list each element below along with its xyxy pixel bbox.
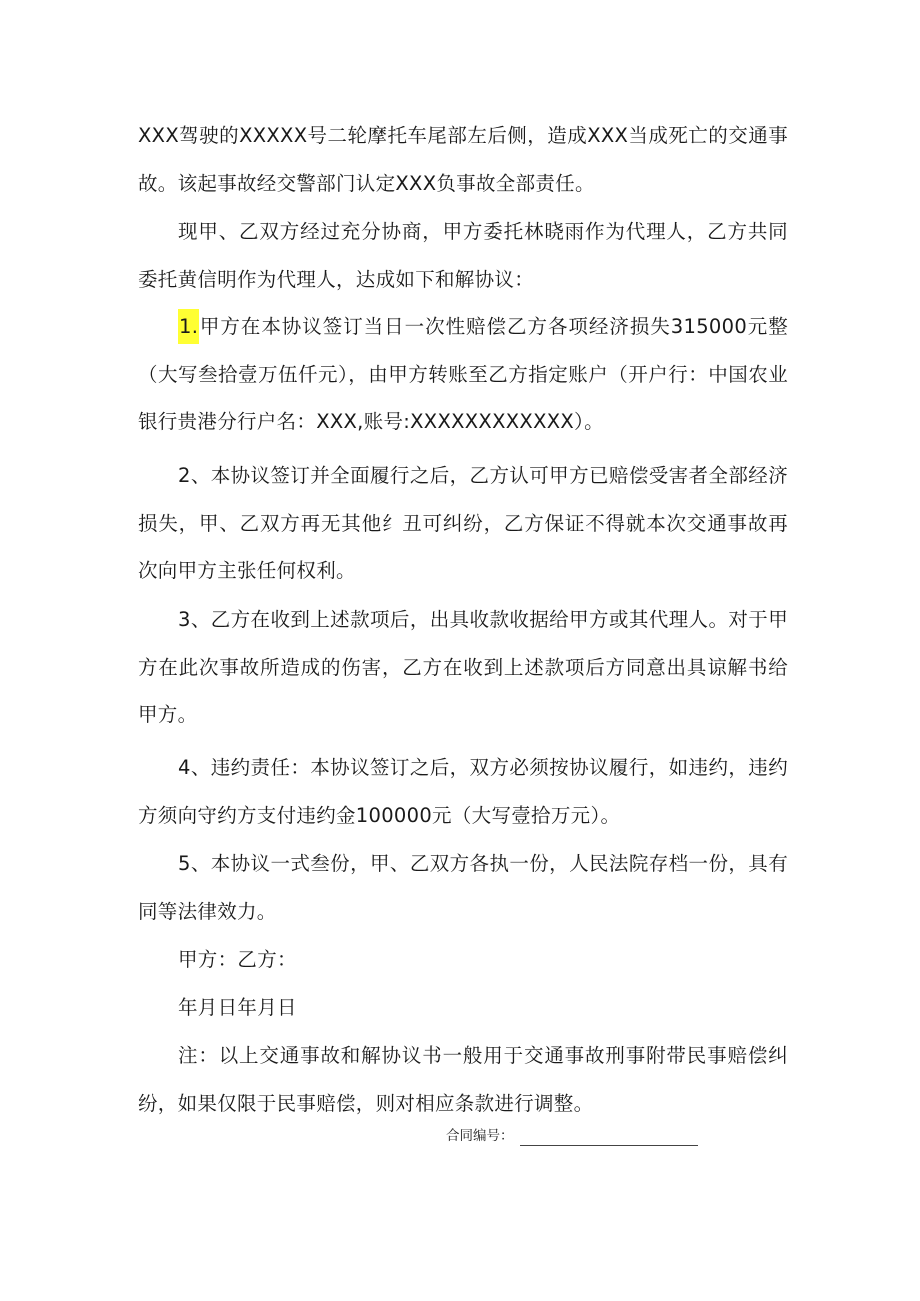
accident-description-paragraph: XXX驾驶的XXXXX号二轮摩托车尾部左后侧，造成XXX当成死亡的交通事故。该起事故经交警部门认定XXX负事故全部责任。	[138, 124, 788, 195]
contract-number-blank[interactable]	[520, 1131, 698, 1146]
clause-4-paragraph: 4、违约责任：本协议签订之后，双方必须按协议履行，如违约，违约方须向守约方支付违约金100000元（大写壹拾万元）。	[138, 756, 788, 827]
clause-1-text: 甲方在本协议签订当日一次性赔偿乙方各项经济损失315000元整（大写叁拾壹万伍仟元），由甲方转账至乙方指定账户（开户行：中国农业银行贵港分行户名：XXX,账号:XXXXXXXXXXXX）。	[138, 315, 788, 433]
contract-number-field	[446, 1126, 698, 1146]
signature-dates-line: 年月日年月日	[178, 996, 297, 1019]
clause-1-number: 1.	[178, 309, 199, 344]
signature-parties-line: 甲方：乙方：	[178, 948, 297, 971]
clause-1-paragraph	[138, 303, 788, 446]
clause-3-paragraph: 3、乙方在收到上述款项后，出具收款收据给甲方或其代理人。对于甲方在此次事故所造成的伤害，乙方在收到上述款项后方同意出具谅解书给甲方。	[138, 608, 788, 726]
contract-number-label: 合同编号：	[446, 1128, 514, 1144]
clause-5-paragraph: 5、本协议一式叁份，甲、乙双方各执一份，人民法院存档一份，具有同等法律效力。	[138, 852, 788, 923]
negotiation-paragraph: 现甲、乙双方经过充分协商，甲方委托林晓雨作为代理人，乙方共同委托黄信明作为代理人，达成如下和解协议：	[138, 220, 788, 291]
note-paragraph: 注：以上交通事故和解协议书一般用于交通事故刑事附带民事赔偿纠纷，如果仅限于民事赔偿，则对相应条款进行调整。	[138, 1044, 788, 1115]
clause-2-paragraph: 2、本协议签订并全面履行之后，乙方认可甲方已赔偿受害者全部经济损失，甲、乙双方再无其他纟丑可纠纷，乙方保证不得就本次交通事故再次向甲方主张任何权利。	[138, 464, 788, 582]
